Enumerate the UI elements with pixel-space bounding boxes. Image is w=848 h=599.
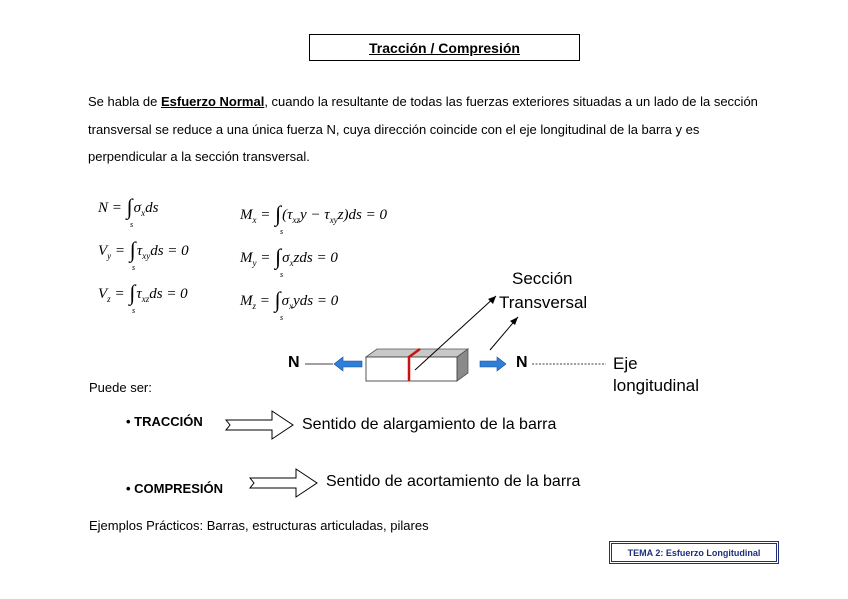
intro-emphasis: Esfuerzo Normal bbox=[161, 94, 265, 109]
traccion-description: Sentido de alargamiento de la barra bbox=[302, 416, 557, 433]
equation-Vz: $V_z = \int\tau_{xz}ds = 0$ s bbox=[98, 280, 188, 315]
intro-before: Se habla de bbox=[88, 94, 162, 109]
page-title: Tracción / Compresión bbox=[309, 34, 580, 61]
compresion-description: Sentido de acortamiento de la barra bbox=[326, 473, 581, 490]
compresion-label: • COMPRESIÓN bbox=[126, 481, 224, 496]
intro-after: , cuando la resultante de todas las fuerzas exteriores situadas a un lado de la sección transversal se reduce a una única fuerza N, cuya dirección coincide con el eje longitudinal de la barra y es perpendicular a la sección transversal. bbox=[88, 94, 758, 164]
examples-text: Ejemplos Prácticos: Barras, estructuras articuladas, pilares bbox=[89, 518, 429, 533]
compresion-arrow-icon bbox=[250, 469, 317, 497]
equation-Vy: $V_y = \int\tau_{xy}ds = 0$ s bbox=[98, 237, 189, 272]
footer-badge: TEMA 2: Esfuerzo Longitudinal bbox=[611, 543, 777, 562]
axis-label-line1: Eje bbox=[613, 354, 638, 373]
traccion-arrow-icon bbox=[226, 411, 293, 439]
section-label-line1: Sección bbox=[512, 269, 573, 288]
equation-Mz: $M_z = \int\sigma_xyds = 0$ s bbox=[240, 287, 339, 322]
section-label-line2: Transversal bbox=[499, 293, 588, 312]
force-label-left: N bbox=[288, 354, 300, 371]
axis-label-line2: longitudinal bbox=[613, 376, 700, 395]
section-pointer-head-2 bbox=[510, 317, 518, 325]
force-arrow-left bbox=[334, 357, 362, 371]
bar-front-face bbox=[366, 357, 457, 381]
force-label-right: N bbox=[516, 354, 528, 371]
equation-Mx: $M_x = \int(\tau_{xz}y - \tau_{xy}z)ds = 0$ s bbox=[240, 201, 387, 236]
traccion-label: • TRACCIÓN bbox=[126, 414, 203, 429]
equation-N: $N = \int\sigma_xds$ s bbox=[98, 194, 159, 229]
puede-ser-label: Puede ser: bbox=[89, 380, 152, 395]
force-arrow-right bbox=[480, 357, 506, 371]
equation-My: $M_y = \int\sigma_xzds = 0$ s bbox=[240, 244, 338, 279]
